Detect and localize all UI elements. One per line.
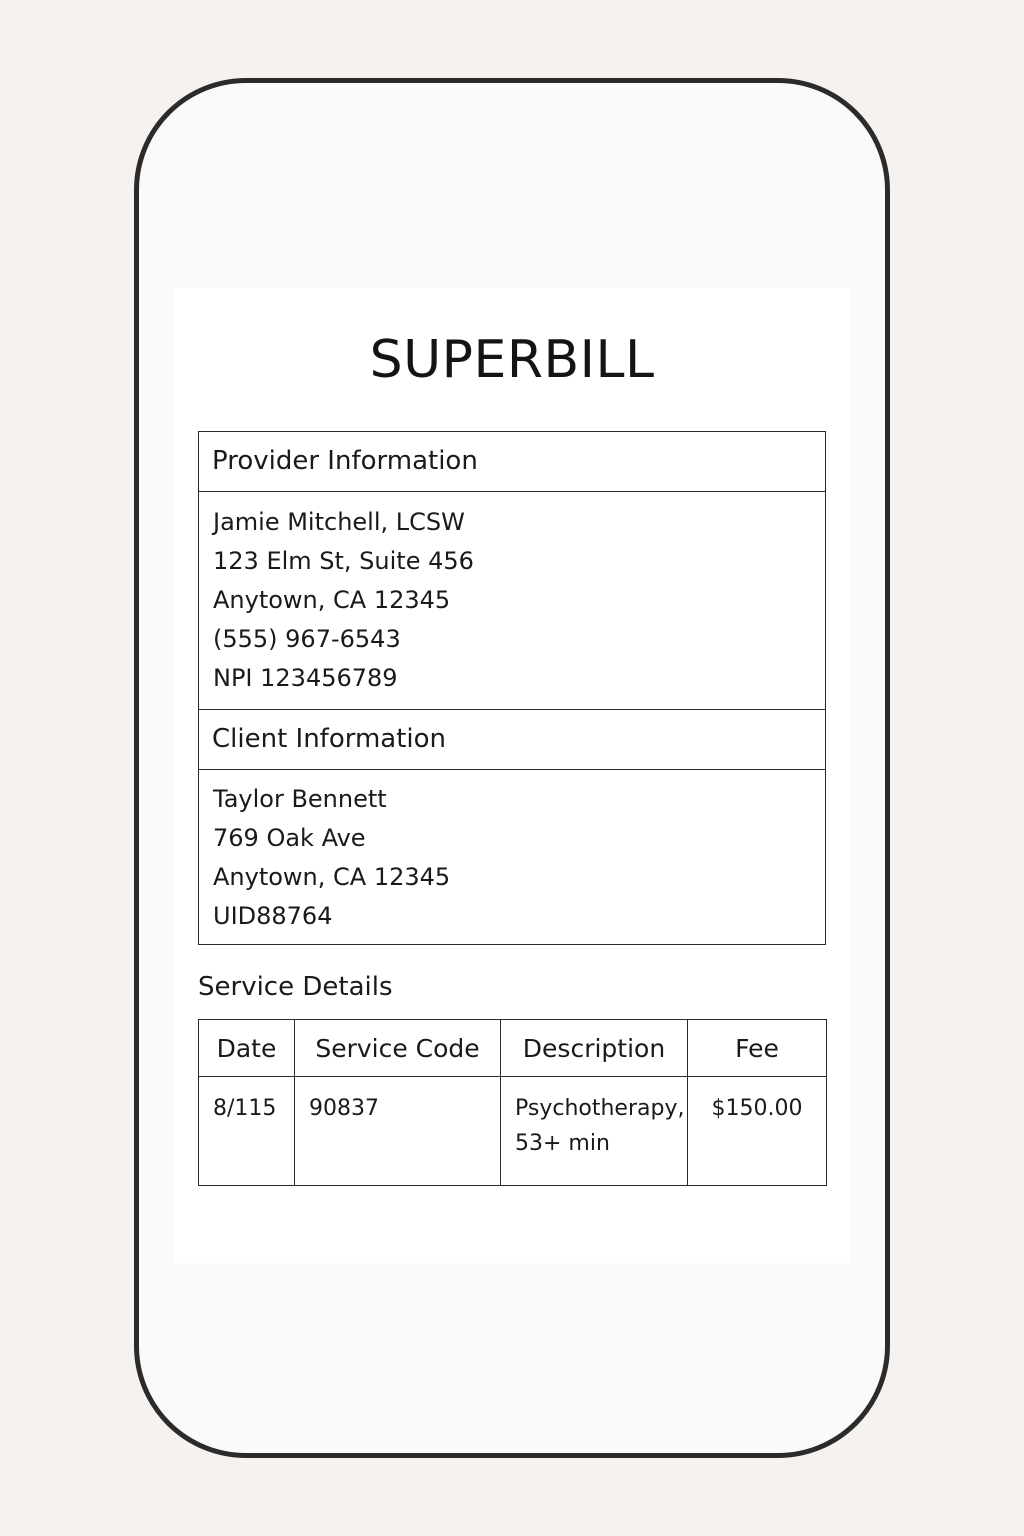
info-box	[198, 431, 826, 945]
provider-city: Anytown, CA 12345	[213, 586, 451, 614]
client-section-header: Client Information	[199, 709, 825, 770]
cell-fee: $150.00	[688, 1077, 827, 1186]
client-details	[213, 780, 450, 936]
service-details-heading: Service Details	[198, 972, 393, 1002]
provider-name: Jamie Mitchell, LCSW	[213, 508, 465, 536]
provider-npi: NPI 123456789	[213, 664, 398, 692]
table-row	[199, 1077, 827, 1186]
provider-section-header: Provider Information	[199, 432, 825, 492]
column-header-fee: Fee	[688, 1020, 827, 1077]
provider-details	[213, 503, 474, 698]
provider-phone: (555) 967-6543	[213, 625, 401, 653]
cell-service-code: 90837	[295, 1077, 501, 1186]
client-uid: UID88764	[213, 902, 333, 930]
client-city: Anytown, CA 12345	[213, 863, 451, 891]
client-name: Taylor Bennett	[213, 785, 387, 813]
client-street: 769 Oak Ave	[213, 824, 366, 852]
table-header-row	[199, 1020, 827, 1077]
cell-date: 8/115	[199, 1077, 295, 1186]
service-details-table	[198, 1019, 827, 1186]
column-header-date: Date	[199, 1020, 295, 1077]
cell-description: Psychotherapy, 53+ min	[501, 1077, 688, 1186]
provider-street: 123 Elm St, Suite 456	[213, 547, 474, 575]
document-title: SUPERBILL	[369, 330, 655, 390]
column-header-service-code: Service Code	[295, 1020, 501, 1077]
column-header-description: Description	[501, 1020, 688, 1077]
